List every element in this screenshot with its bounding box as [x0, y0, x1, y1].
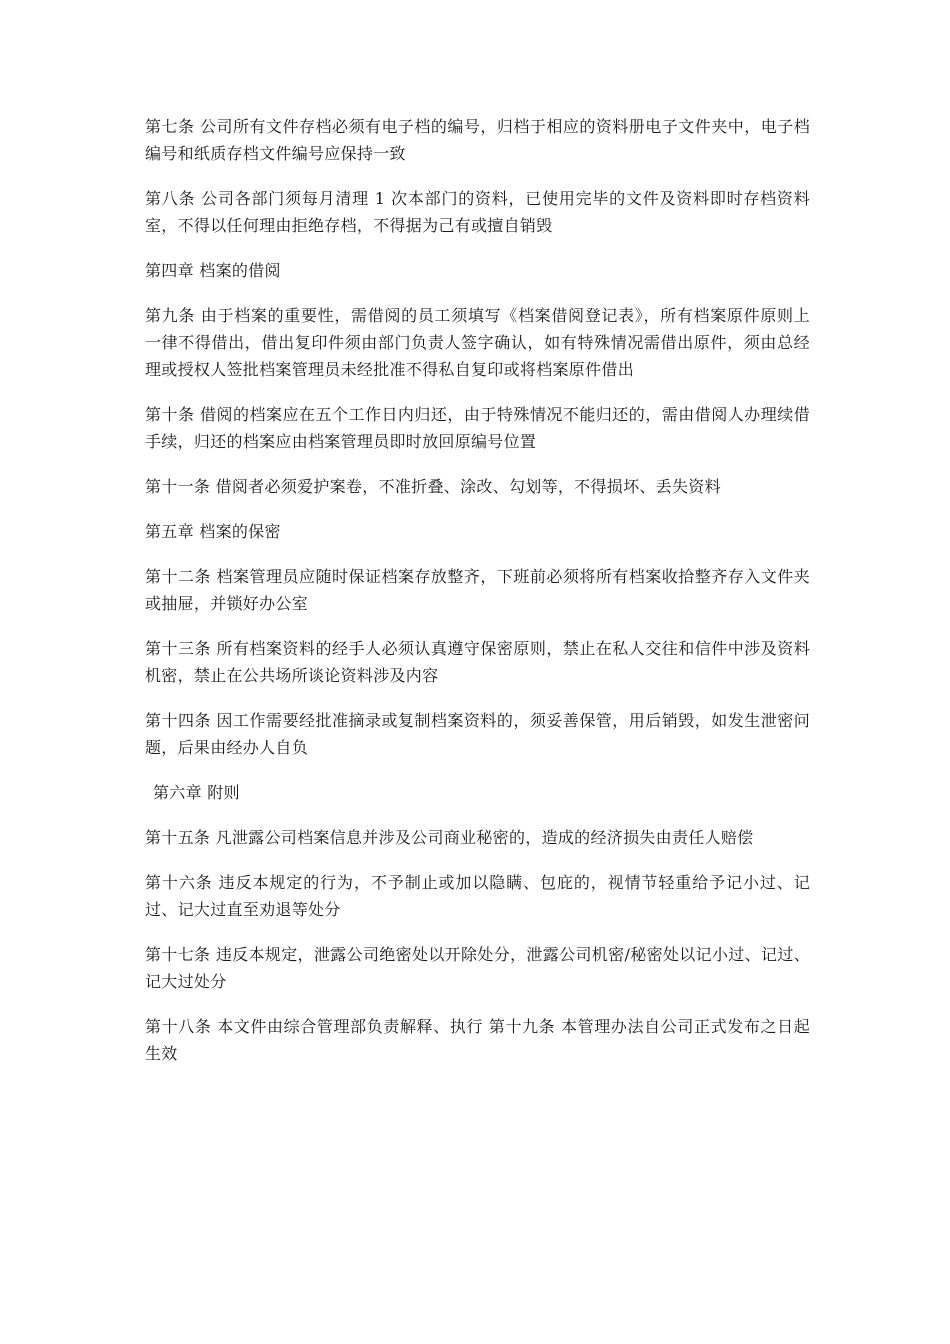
article-18-19: 第十八条 本文件由综合管理部负责解释、执行 第十九条 本管理办法自公司正式发布之日起生效	[145, 1017, 810, 1063]
article-11: 第十一条 借阅者必须爱护案卷，不准折叠、涂改、勾划等，不得损坏、丢失资料	[145, 477, 721, 496]
article-10: 第十条 借阅的档案应在五个工作日内归还，由于特殊情况不能归还的，需由借阅人办理续借手续，归还的档案应由档案管理员即时放回原编号位置	[145, 405, 810, 451]
article-17: 第十七条 违反本规定，泄露公司绝密处以开除处分，泄露公司机密/秘密处以记小过、记过、记大过处分	[145, 945, 810, 991]
document-body	[145, 113, 810, 1085]
article-15: 第十五条 凡泄露公司档案信息并涉及公司商业秘密的，造成的经济损失由责任人赔偿	[145, 828, 754, 847]
article-14: 第十四条 因工作需要经批准摘录或复制档案资料的，须妥善保管，用后销毁，如发生泄密问题，后果由经办人自负	[145, 711, 810, 757]
chapter-5-heading: 第五章 档案的保密	[145, 522, 281, 541]
article-12: 第十二条 档案管理员应随时保证档案存放整齐，下班前必须将所有档案收拾整齐存入文件夹或抽屉，并锁好办公室	[145, 567, 810, 613]
article-7: 第七条 公司所有文件存档必须有电子档的编号，归档于相应的资料册电子文件夹中，电子档编号和纸质存档文件编号应保持一致	[145, 117, 810, 163]
article-8: 第八条 公司各部门须每月清理 1 次本部门的资料，已使用完毕的文件及资料即时存档资料室，不得以任何理由拒绝存档，不得据为己有或擅自销毁	[145, 189, 810, 235]
article-16: 第十六条 违反本规定的行为，不予制止或加以隐瞒、包庇的，视情节轻重给予记小过、记过、记大过直至劝退等处分	[145, 873, 810, 919]
article-13: 第十三条 所有档案资料的经手人必须认真遵守保密原则，禁止在私人交往和信件中涉及资料机密，禁止在公共场所谈论资料涉及内容	[145, 639, 810, 685]
chapter-6-heading: 第六章 附则	[153, 783, 240, 802]
article-9: 第九条 由于档案的重要性，需借阅的员工须填写《档案借阅登记表》，所有档案原件原则上一律不得借出，借出复印件须由部门负责人签字确认，如有特殊情况需借出原件，须由总经理或授权人签批档案管理员未经批准不得私自复印或将档案原件借出	[145, 306, 810, 379]
chapter-4-heading: 第四章 档案的借阅	[145, 261, 281, 280]
